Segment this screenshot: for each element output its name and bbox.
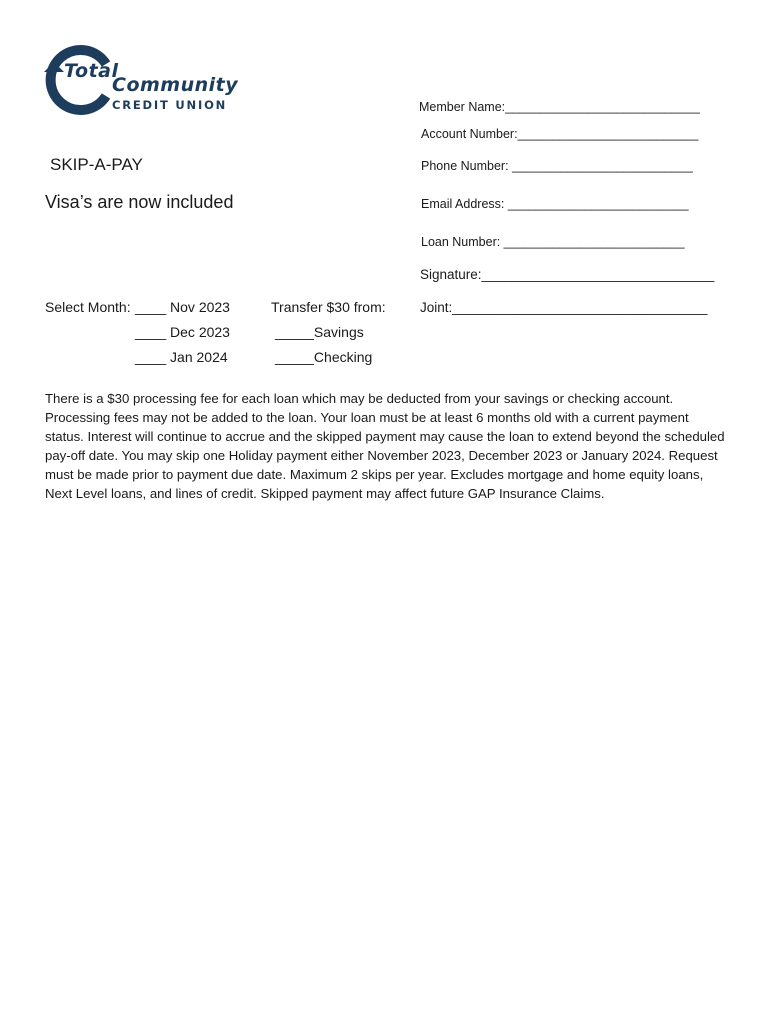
phone-number-field[interactable]: Phone Number: __________________________ — [421, 159, 693, 173]
transfer-option-checking[interactable]: _____Checking — [275, 349, 373, 365]
logo-word-community: Community — [112, 74, 239, 96]
form-title: SKIP-A-PAY — [50, 155, 143, 174]
transfer-label: Transfer $30 from: — [271, 299, 386, 315]
logo-word-total: Total — [64, 60, 119, 82]
month-option-jan-2024[interactable]: ____ Jan 2024 — [135, 349, 228, 365]
account-number-field[interactable]: Account Number:__________________________ — [421, 127, 699, 141]
month-option-nov-2023[interactable]: ____ Nov 2023 — [135, 299, 230, 315]
signature-field[interactable]: Signature:_______________________________ — [420, 267, 715, 282]
email-address-field[interactable]: Email Address: __________________________ — [421, 197, 689, 211]
loan-number-field[interactable]: Loan Number: __________________________ — [421, 235, 685, 249]
transfer-option-savings[interactable]: _____Savings — [275, 324, 364, 340]
credit-union-logo — [44, 44, 274, 116]
terms-paragraph: There is a $30 processing fee for each loan which may be deducted from your savings or checking account. Processing fees may not be added to the loan. Your loan must be at least 6 months old with a current payment status. Interest will continue to accrue and the skipped payment may cause the loan to extend beyond the scheduled pay-off date. You may skip one Holiday payment either November 2023, December 2023 or January 2024. Request must be made prior to payment due date. Maximum 2 skips per year. Excludes mortgage and home equity loans, Next Level loans, and lines of credit. Skipped payment may affect future GAP Insurance Claims. — [45, 391, 725, 501]
month-option-dec-2023[interactable]: ____ Dec 2023 — [135, 324, 230, 340]
form-subtitle: Visa’s are now included — [45, 192, 234, 212]
logo-word-credit-union: CREDIT UNION — [112, 98, 228, 112]
member-name-field[interactable]: Member Name:____________________________ — [419, 100, 700, 114]
select-month-label: Select Month: — [45, 299, 131, 315]
joint-signature-field[interactable]: Joint:__________________________________ — [420, 300, 708, 315]
